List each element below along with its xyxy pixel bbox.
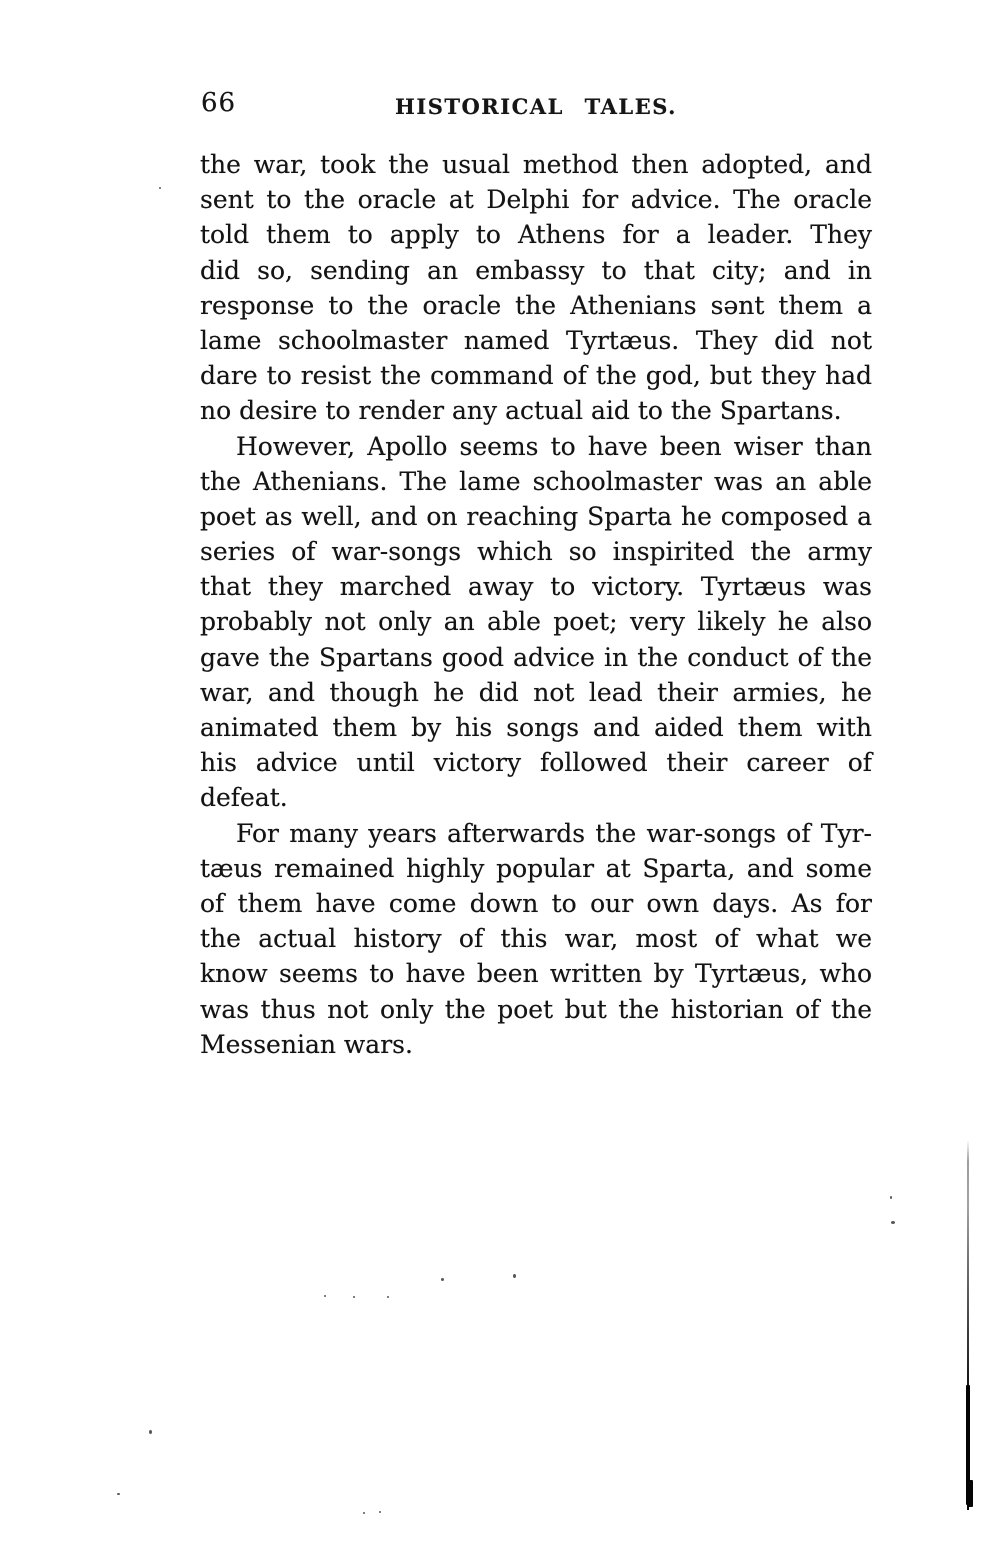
scan-speck [441,1278,444,1281]
body-text [200,147,872,1062]
text-line: told them to apply to Athens for a leader. They [200,220,872,250]
scan-speck [513,1274,516,1278]
text-line: lame schoolmaster named Tyrtæus. They did not [200,325,872,355]
text-line: Messenian wars. [200,1029,413,1059]
text-line: the actual history of this war, most of what we [200,924,872,954]
text-line: For many years afterwards the war-songs of Tyr- [236,818,872,848]
text-line: response to the oracle the Athenians sənt them a [200,290,872,320]
text-line: of them have come down to our own days. As for [200,888,872,918]
scan-speck [117,1493,120,1495]
running-title: HISTORICAL TALES. [395,94,677,119]
scan-speck [891,1221,895,1224]
text-line: his advice until victory followed their career of [200,748,872,778]
text-line: animated them by his songs and aided them with [200,713,872,742]
scan-speck [324,1295,326,1297]
text-line: gave the Spartans good advice in the conduct of the [200,642,872,672]
scan-speck [149,1430,152,1434]
page-number: 66 [201,88,237,118]
scan-speck [159,187,161,189]
scan-speck [379,1511,381,1513]
text-line: dare to resist the command of the god, but they had [200,361,872,391]
text-line: sent to the oracle at Delphi for advice. The oracle [200,185,872,215]
text-line: defeat. [200,783,288,813]
scan-speck [363,1512,365,1514]
scan-speck [890,1196,892,1199]
text-line: series of war-songs which so inspirited the army [200,537,872,567]
text-line: poet as well, and on reaching Sparta he composed a [200,501,872,531]
text-line: the Athenians. The lame schoolmaster was an able [200,466,872,496]
text-line: tæus remained highly popular at Sparta, and some [200,853,872,883]
scan-speck [387,1296,389,1298]
text-line: probably not only an able poet; very likely he also [200,607,872,637]
text-line: no desire to render any actual aid to the Spartans. [200,396,842,426]
text-line: the war, took the usual method then adopted, and [200,150,872,179]
text-line: However, Apollo seems to have been wiser than [236,431,872,461]
text-line: did so, sending an embassy to that city; and in [200,255,872,285]
scan-speck [353,1296,355,1298]
text-line: war, and though he did not lead their armies, he [200,677,872,707]
text-line: know seems to have been written by Tyrtæus, who [200,959,872,989]
scan-line-artifact [968,1480,973,1507]
text-line: that they marched away to victory. Tyrtæus was [200,572,872,602]
text-line: was thus not only the poet but the historian of the [200,994,872,1024]
